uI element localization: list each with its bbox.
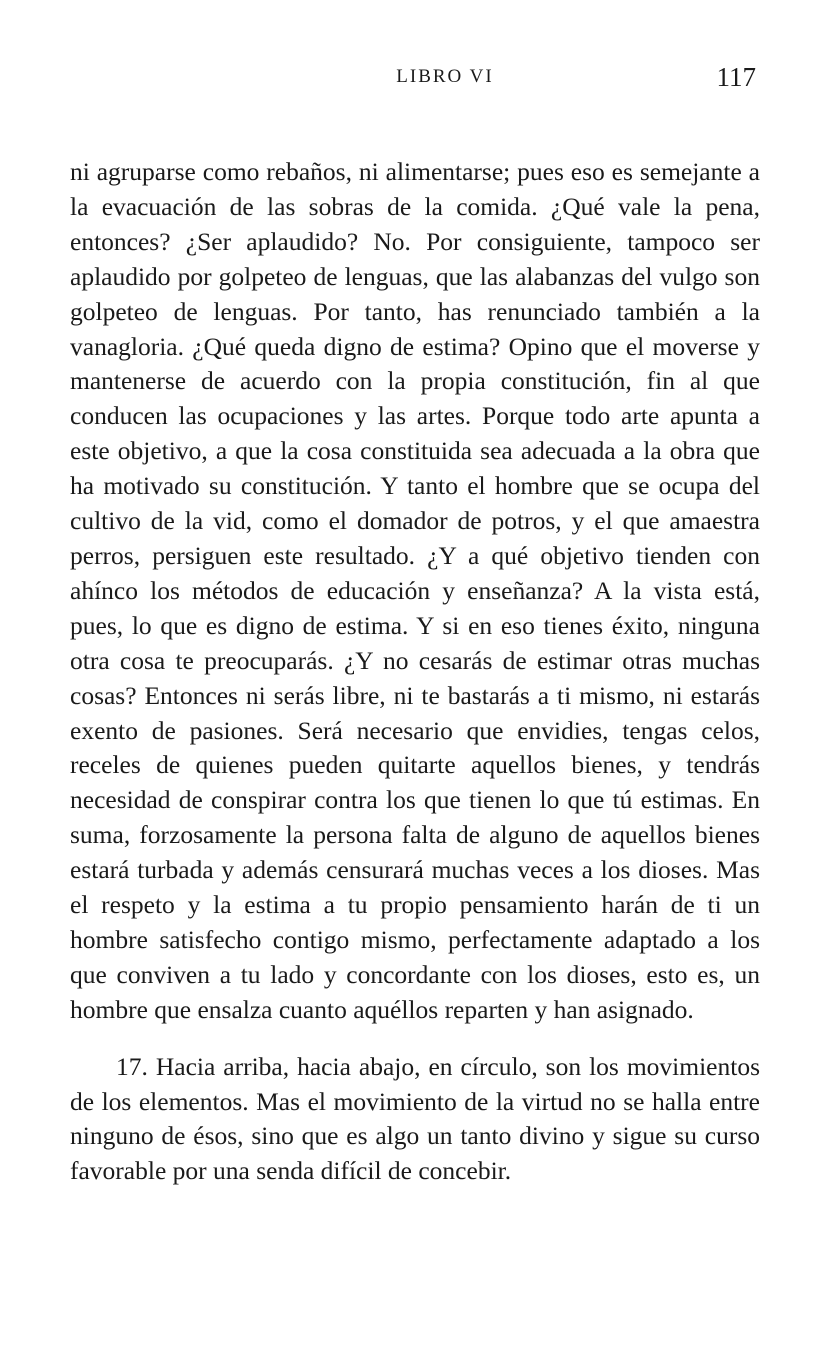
text-block xyxy=(70,155,760,1189)
page-number: 117 xyxy=(716,62,756,92)
paragraph-continuation: ni agruparse como rebaños, ni alimentarse; pues eso es semejante a la evacuación de las sobras de la comida. ¿Qué vale la pena, entonces? ¿Ser aplaudido? No. Por consiguiente, tampoco ser aplaudido por golpeteo de lenguas, que las alabanzas del vulgo son golpeteo de lenguas. Por tanto, has renunciado también a la vanagloria. ¿Qué queda digno de estima? Opino que el moverse y mantenerse de acuerdo con la propia constitución, fin al que conducen las ocupaciones y las artes. Porque todo arte apunta a este objetivo, a que la cosa constituida sea adecuada a la obra que ha motivado su constitución. Y tanto el hombre que se ocupa del cultivo de la vid, como el domador de potros, y el que amaestra perros, persiguen este resultado. ¿Y a qué objetivo tienden con ahínco los métodos de educación y enseñanza? A la vista está, pues, lo que es digno de estima. Y si en eso tienes éxito, ninguna otra cosa te preocuparás. ¿Y no cesarás de estimar otras muchas cosas? Entonces ni serás libre, ni te bastarás a ti mismo, ni estarás exento de pasiones. Será necesario que envidies, tengas celos, receles de quienes pueden quitarte aquellos bienes, y tendrás necesidad de conspirar contra los que tienen lo que tú estimas. En suma, forzosamente la persona falta de alguno de aquellos bienes estará turbada y además censurará muchas veces a los dioses. Mas el respeto y la estima a tu propio pensamiento harán de ti un hombre satisfecho contigo mismo, perfectamente adaptado a los que conviven a tu lado y concordante con los dioses, esto es, un hombre que ensalza cuanto aquéllos reparten y han asignado. xyxy=(70,157,760,1024)
paragraph-section-17: 17. Hacia arriba, hacia abajo, en círculo, son los movimientos de los elementos. Mas el movimiento de la virtud no se halla entre ninguno de ésos, sino que es algo un tanto divino y sigue su curso favorable por una senda difícil de concebir. xyxy=(70,1051,760,1186)
running-title: LIBRO VI xyxy=(396,66,494,87)
running-head xyxy=(70,62,760,92)
